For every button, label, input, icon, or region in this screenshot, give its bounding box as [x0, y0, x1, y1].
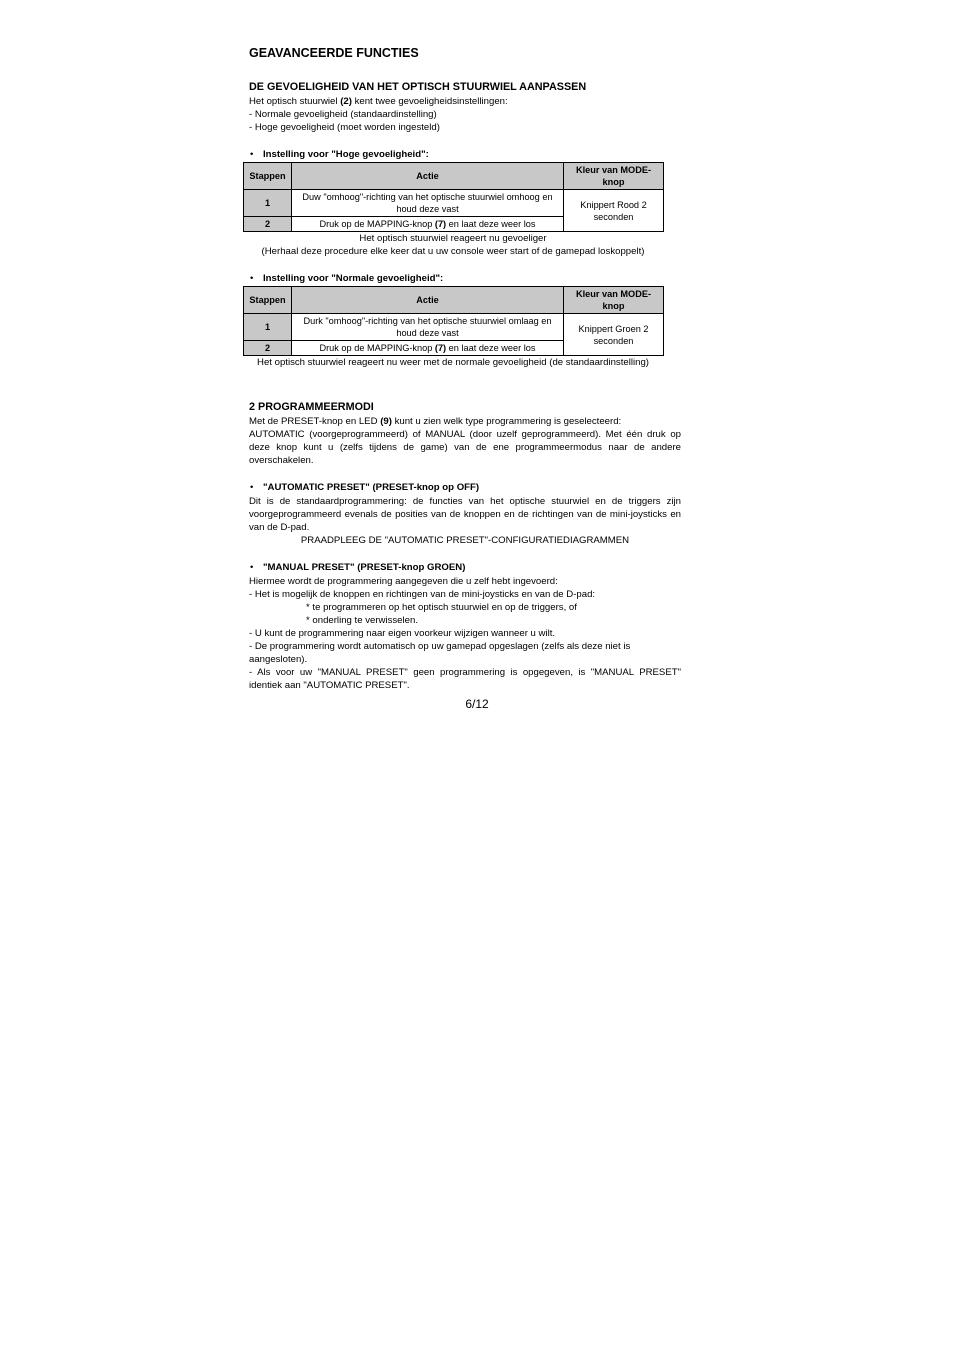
sensitivity-option-normal: - Normale gevoeligheid (standaardinstelling) — [249, 109, 437, 120]
header-mode-color: Kleur van MODE-knop — [564, 163, 664, 190]
step-number: 2 — [244, 341, 292, 356]
step-action: Duw "omhoog"-richting van het optische stuurwiel omhoog en houd deze vast — [292, 190, 564, 217]
intro-text-end: kunt u zien welk type programmering is geselecteerd: — [391, 416, 622, 427]
action-text: Druk op de MAPPING-knop — [319, 219, 435, 229]
manual-line-4: * onderling te verwisselen. — [306, 615, 418, 626]
header-steps: Stappen — [244, 287, 292, 314]
step-action: Durk "omhoog"-richting van het optische stuurwiel omlaag en houd deze vast — [292, 314, 564, 341]
manual-line-5: - U kunt de programmering naar eigen voorkeur wijzigen wanneer u wilt. — [249, 628, 556, 639]
manual-line-6: - De programmering wordt automatisch op uw gamepad opgeslagen (zelfs als deze niet is aangesloten). — [249, 641, 631, 665]
manual-line-7: - Als voor uw "MANUAL PRESET" geen programmering is opgegeven, is "MANUAL PRESET" identiek aan "AUTOMATIC PRESET". — [249, 667, 681, 691]
sensitivity-section-title: DE GEVOELIGHEID VAN HET OPTISCH STUURWIEL AANPASSEN — [249, 81, 587, 93]
manual-line-3: * te programmeren op het optisch stuurwiel en op de triggers, of — [306, 602, 577, 613]
intro-ref: (2) — [340, 96, 352, 107]
normal-sensitivity-table — [243, 286, 664, 356]
action-text-end: en laat deze weer los — [446, 343, 536, 353]
normal-sensitivity-bullet: • Instelling voor "Normale gevoeligheid": — [249, 272, 681, 285]
step-number: 1 — [244, 190, 292, 217]
mode-color-value: Knippert Rood 2 seconden — [564, 190, 664, 232]
sensitivity-option-high: - Hoge gevoeligheid (moet worden ingesteld) — [249, 122, 440, 133]
high-note-2: (Herhaal deze procedure elke keer dat u uw console weer start of de gamepad loskoppelt) — [261, 246, 645, 257]
action-text: Druk op de MAPPING-knop — [319, 343, 435, 353]
sensitivity-intro — [249, 95, 681, 108]
programming-section-title: 2 PROGRAMMEERMODI — [249, 401, 374, 413]
intro-ref: (9) — [380, 416, 392, 427]
manual-line-2: - Het is mogelijk de knoppen en richtingen van de mini-joysticks en van de D-pad: — [249, 589, 596, 600]
programming-intro — [249, 415, 681, 428]
step-action — [292, 341, 564, 356]
step-number: 1 — [244, 314, 292, 341]
high-sensitivity-table — [243, 162, 664, 232]
header-action: Actie — [292, 287, 564, 314]
table-header-row — [244, 287, 664, 314]
mode-color-value: Knippert Groen 2 seconden — [564, 314, 664, 356]
intro-text: Met de PRESET-knop en LED — [249, 416, 381, 427]
table-row — [244, 314, 664, 341]
intro-text-end: kent twee gevoeligheidsinstellingen: — [351, 96, 508, 107]
action-ref: (7) — [434, 343, 447, 353]
header-action: Actie — [292, 163, 564, 190]
programming-description: AUTOMATIC (voorgeprogrammeerd) of MANUAL (door uzelf geprogrammeerd). Met één druk op deze knop kunt u (zelfs tijdens de game) van de ene programmeermodus naar de andere overschakelen. — [249, 429, 681, 466]
intro-text: Het optisch stuurwiel — [249, 96, 341, 107]
step-number: 2 — [244, 217, 292, 232]
high-note-1: Het optisch stuurwiel reageert nu gevoeliger — [359, 233, 547, 244]
header-mode-color: Kleur van MODE-knop — [564, 287, 664, 314]
high-sensitivity-bullet: • Instelling voor "Hoge gevoeligheid": — [249, 148, 681, 161]
table-header-row — [244, 163, 664, 190]
normal-note-1: Het optisch stuurwiel reageert nu weer met de normale gevoeligheid (de standaardinstelling) — [257, 357, 649, 368]
manual-preset-bullet: • "MANUAL PRESET" (PRESET-knop GROEN) — [249, 561, 681, 574]
step-action — [292, 217, 564, 232]
automatic-preset-text: Dit is de standaardprogrammering: de functies van het optische stuurwiel en de triggers zijn voorgeprogrammeerd evenals de posities van de knoppen en de richtingen van de mini-joysticks en van de D-pad. — [249, 496, 681, 533]
automatic-preset-refer: PRAADPLEEG DE "AUTOMATIC PRESET"-CONFIGURATIEDIAGRAMMEN — [300, 535, 630, 546]
header-steps: Stappen — [244, 163, 292, 190]
action-text-end: en laat deze weer los — [446, 219, 536, 229]
manual-line-1: Hiermee wordt de programmering aangegeven die u zelf hebt ingevoerd: — [249, 576, 558, 587]
page-number: 6/12 — [465, 697, 489, 711]
automatic-preset-bullet: • "AUTOMATIC PRESET" (PRESET-knop op OFF) — [249, 481, 681, 494]
action-ref: (7) — [434, 219, 447, 229]
document-page — [249, 40, 681, 692]
table-row — [244, 190, 664, 217]
main-title: GEAVANCEERDE FUNCTIES — [249, 46, 419, 60]
